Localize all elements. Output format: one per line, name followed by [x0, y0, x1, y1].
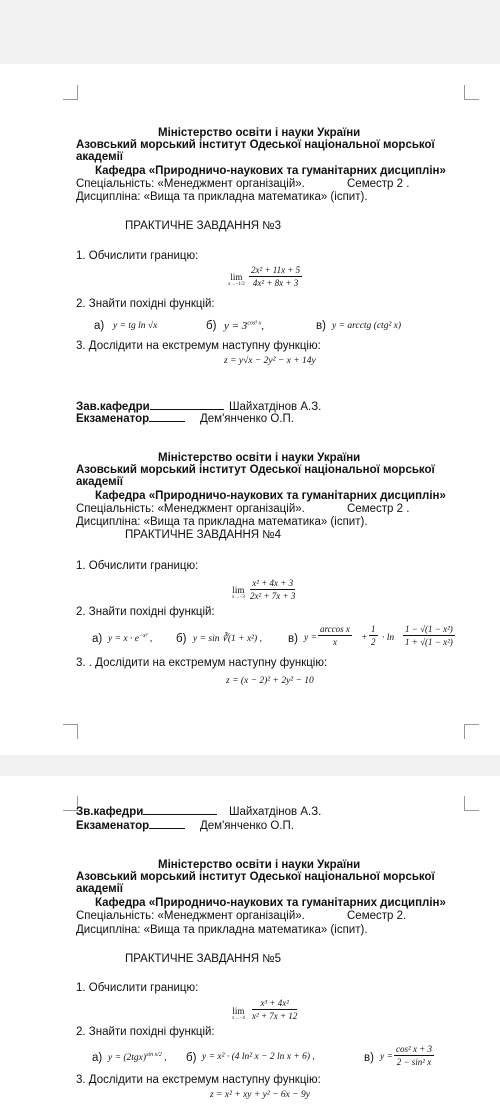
item-c-label: в) [288, 633, 298, 645]
page-corner-mark [63, 724, 78, 739]
institute-heading: Азовський морський інститут Одеської національної морської [76, 871, 435, 883]
item-c-fraction: $\frac{\text{cos² x + 3}}{\text{2 − sin² x}}$ [396, 1044, 433, 1067]
page-corner-mark [464, 85, 479, 100]
examiner-name: Дем'янченко О.П. [200, 413, 294, 425]
extremum-formula: z = x² + xy + y² − 6x − 9y [210, 1090, 310, 1100]
discipline-line: Дисципліна: «Вища та прикладна математика» (іспит). [76, 924, 368, 936]
discipline-line: Дисципліна: «Вища та прикладна математика» (іспит). [76, 191, 368, 203]
institute-heading: Азовський морський інститут Одеської національної морської [76, 139, 435, 151]
department-heading: Кафедра «Природничо-наукових та гуманітарних дисциплін» [95, 490, 446, 502]
task4-question1: 1. Обчислити границю: [76, 560, 199, 572]
item-c-plus: + [361, 633, 368, 643]
head-of-department-label: Зав.кафедри [76, 401, 224, 414]
department-heading: Кафедра «Природничо-наукових та гуманітарних дисциплін» [95, 897, 446, 909]
task3-question3: 3. Дослідити на екстремум наступну функцію: [76, 340, 321, 352]
ministry-heading: Міністерство освіти і науки України [158, 127, 361, 139]
semester-line: Семестр 2 . [347, 178, 410, 190]
department-heading: Кафедра «Природничо-наукових та гуманітарних дисциплін» [95, 165, 446, 177]
limit-operator: lim x→−4 [232, 1006, 245, 1021]
item-c-prefix: y = [304, 633, 318, 643]
page-corner-mark [464, 796, 479, 811]
item-b-label: б) [206, 320, 217, 332]
limit-fraction: $\frac{\text{2x² + 11x + 5}}{\text{4x² + 8x + 3}}$ [251, 265, 301, 288]
task5-title: ПРАКТИЧНЕ ЗАВДАННЯ №5 [125, 953, 281, 965]
item-a-formula: $y = x \cdot e^{-x^2}$ , [108, 633, 153, 645]
limit-fraction: $\frac{\text{x² + 4x + 3}}{\text{2x² + 7x + 3}}$ [250, 578, 296, 601]
task4-question3: 3. . Дослідити на екстремум наступну функцію: [76, 657, 328, 669]
specialty-line: Спеціальність: «Менеджмент організацій». [76, 503, 305, 515]
discipline-line: Дисципліна: «Вища та прикладна математика» (іспит). [76, 516, 368, 528]
head-of-department-name: Шайхатдінов А.З. [229, 806, 322, 818]
item-a-formula: y = tg ln √x [113, 321, 158, 331]
ministry-heading: Міністерство освіти і науки України [158, 859, 361, 871]
item-c-formula: y = arcctg (ctg² x) [332, 321, 402, 331]
examiner-name: Дем'янченко О.П. [200, 820, 294, 832]
head-of-department-name: Шайхатдінов А.З. [229, 401, 322, 413]
item-b-label: б) [176, 633, 187, 645]
task3-title: ПРАКТИЧНЕ ЗАВДАННЯ №3 [125, 220, 281, 232]
institute-heading-cont: академії [76, 151, 124, 163]
item-b-formula: y = sin ∛(1 + x²) , [193, 634, 262, 644]
head-of-department-label: Зв.кафедри [76, 806, 217, 819]
institute-heading-cont: академії [76, 476, 124, 488]
institute-heading: Азовський морський інститут Одеської національної морської [76, 464, 435, 476]
limit-operator: lim x→−3 [232, 585, 245, 600]
limit-operator: lim x→−1/2 [228, 272, 245, 287]
item-b-formula: y = x² · (4 ln² x − 2 ln x + 6) , [202, 1052, 315, 1062]
task3-question2: 2. Знайти похідні функцій: [76, 298, 215, 310]
item-a-formula: $y = (2tgx)^{sin x/2}$ , [108, 1052, 167, 1064]
page-corner-mark [63, 85, 78, 100]
item-c-label: в) [364, 1052, 374, 1064]
semester-line: Семестр 2 . [347, 503, 410, 515]
item-a-label: а) [94, 320, 105, 332]
item-b-formula: $y = 3^{cos^2 x}$, [224, 320, 265, 332]
examiner-label: Екзаменатор [76, 820, 185, 833]
item-b-label: б) [186, 1052, 197, 1064]
page-corner-mark [464, 724, 479, 739]
limit-fraction: $\frac{\text{x³ + 4x²}}{\text{x² + 7x + 12}}$ [252, 998, 298, 1021]
item-c-fraction-3: $\frac{\text{1 − √(1 − x²)}}{\text{1 + √(1 − x²)}}$ [405, 624, 453, 647]
institute-heading-cont: академії [76, 883, 124, 895]
task3-question1: 1. Обчислити границю: [76, 250, 199, 262]
task5-question1: 1. Обчислити границю: [76, 982, 199, 994]
specialty-line: Спеціальність: «Менеджмент організацій». [76, 178, 305, 190]
item-c-ln: · ln [382, 633, 395, 643]
item-c-prefix: y = [380, 1052, 394, 1062]
examiner-label: Екзаменатор [76, 413, 185, 426]
task4-question2: 2. Знайти похідні функцій: [76, 606, 215, 618]
semester-line: Семестр 2. [347, 910, 407, 922]
task4-title: ПРАКТИЧНЕ ЗАВДАННЯ №4 [125, 529, 281, 541]
task5-question2: 2. Знайти похідні функцій: [76, 1026, 215, 1038]
task5-question3: 3. Дослідити на екстремум наступну функцію: [76, 1074, 321, 1086]
extremum-formula: z = (x − 2)² + 2y² − 10 [226, 676, 314, 686]
item-c-fraction-2: $\frac{1}{2}$ [371, 624, 376, 647]
ministry-heading: Міністерство освіти і науки України [158, 452, 361, 464]
document-page-2 [0, 776, 500, 1111]
item-c-fraction-1: $\frac{\text{arccos x}}{x}$ [320, 624, 350, 647]
item-a-label: а) [92, 633, 103, 645]
extremum-formula: z = y√x − 2y² − x + 14y [224, 356, 316, 366]
item-a-label: а) [92, 1052, 103, 1064]
document-page-1 [0, 64, 500, 755]
item-c-label: в) [316, 320, 326, 332]
specialty-line: Спеціальність: «Менеджмент організацій». [76, 910, 305, 922]
